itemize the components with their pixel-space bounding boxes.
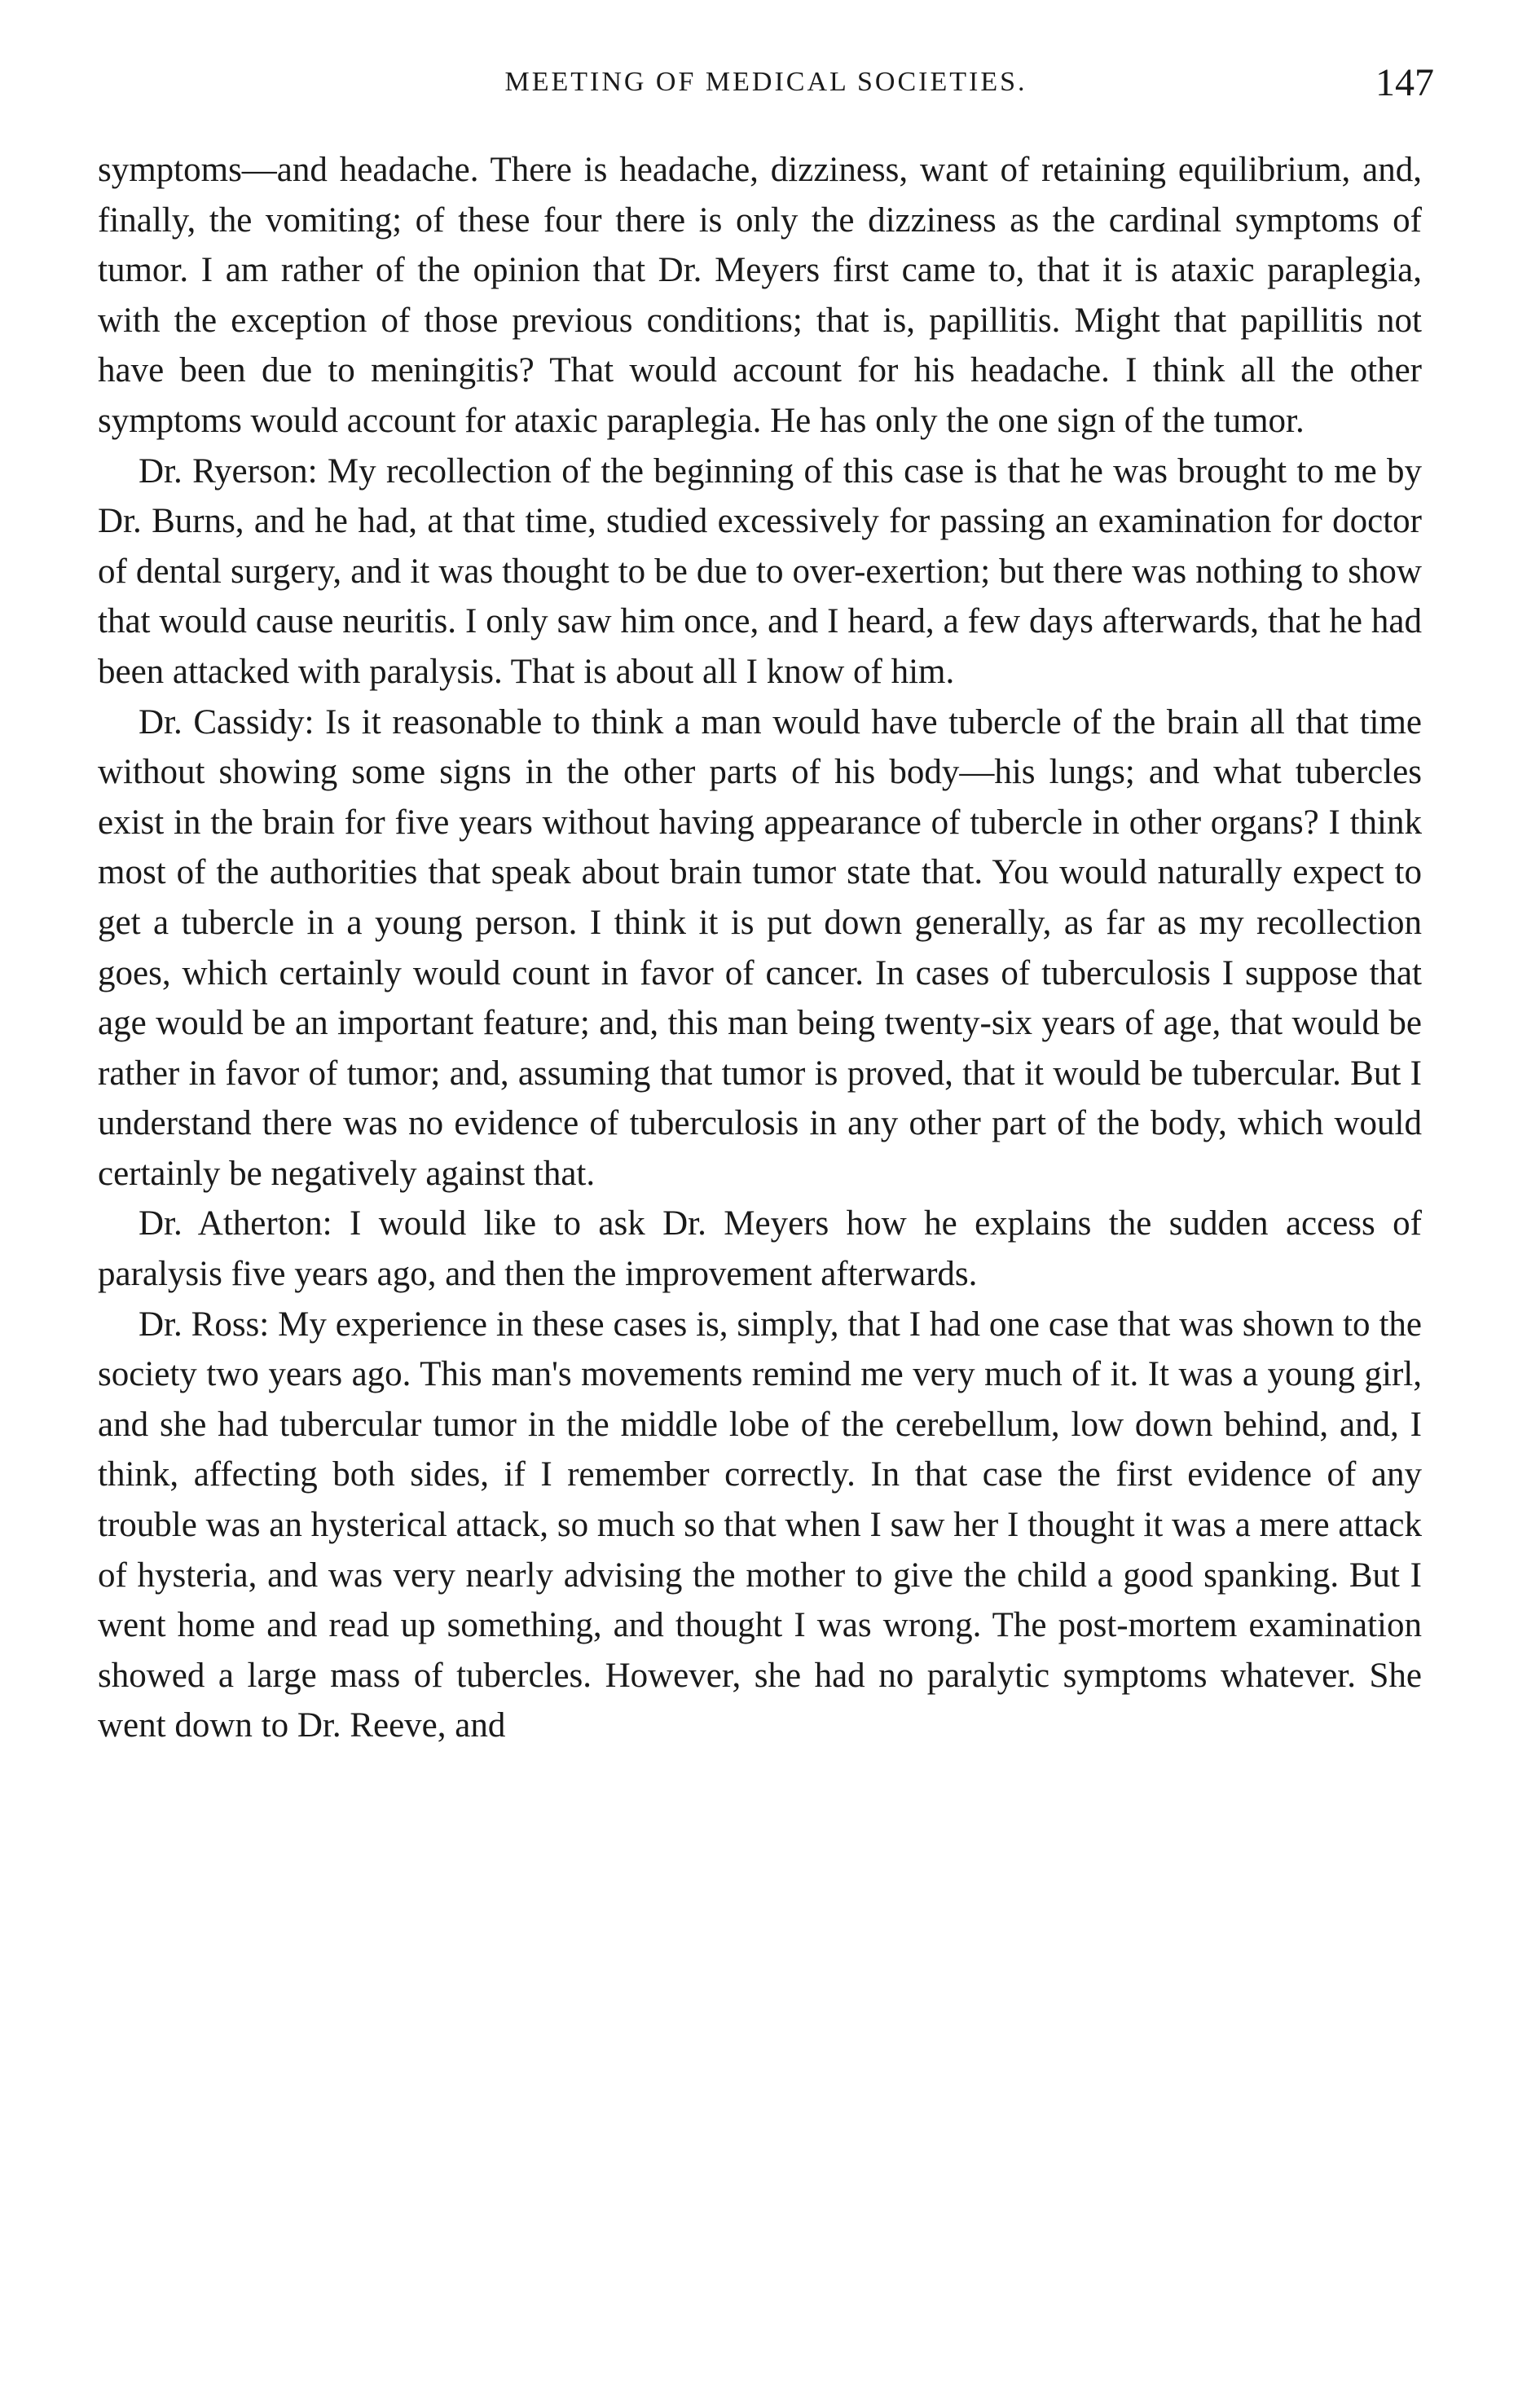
paragraph-atherton: Dr. Atherton: I would like to ask Dr. Meyers how he explains the sudden access of paralysis five years ago, and then the improvement afterwards.	[98, 1204, 1422, 1294]
paragraph-cassidy: Dr. Cassidy: Is it reasonable to think a man would have tubercle of the brain all that time without showing some signs in the other parts of his body—his lungs; and what tubercles exist in the brain for five years without having appearance of tubercle in other organs? I think most of the authorities that speak about brain tumor state that. You would naturally expect to get a tubercle in a young person. I think it is put down generally, as far as my recollection goes, which certainly would count in favor of cancer. In cases of tuberculosis I suppose that age would be an important feature; and, this man being twenty-six years of age, that would be rather in favor of tumor; and, assuming that tumor is proved, that it would be tubercular. But I understand there was no evidence of tuberculosis in any other part of the body, which would certainly be negatively against that.	[98, 702, 1422, 1193]
paragraph-continuation: symptoms—and headache. There is headache, dizziness, want of retaining equilibrium, and, finally, the vomiting; of these four there is only the dizziness as the cardinal symptoms of tumor. I am rather of the opinion that Dr. Meyers first came to, that it is ataxic paraplegia, with the exception of those previous conditions; that is, papillitis. Might that papillitis not have been due to meningitis? That would account for his headache. I think all the other symptoms would account for ataxic paraplegia. He has only the one sign of the tumor.	[98, 151, 1422, 440]
paragraph-ryerson: Dr. Ryerson: My recollection of the beginning of this case is that he was brought to me by Dr. Burns, and he had, at that time, studied excessively for passing an examination for doctor of dental surgery, and it was thought to be due to over-exertion; but there was nothing to show that would cause neuritis. I only saw him once, and I heard, a few days afterwards, that he had been attacked with paralysis. That is about all I know of him.	[98, 451, 1422, 691]
running-head	[98, 57, 1434, 114]
paragraph-ross: Dr. Ross: My experience in these cases is, simply, that I had one case that was shown to the society two years ago. This man's movements remind me very much of it. It was a young girl, and she had tubercular tumor in the middle lobe of the cerebellum, low down behind, and, I think, affecting both sides, if I remember correctly. In that case the first evidence of any trouble was an hysterical attack, so much so that when I saw her I thought it was a mere attack of hysteria, and was very nearly advising the mother to give the child a good spanking. But I went home and read up something, and thought I was wrong. The post-mortem examination showed a large mass of tubercles. However, she had no paralytic symptoms whatever. She went down to Dr. Reeve, and	[98, 1305, 1422, 1745]
running-title: MEETING OF MEDICAL SOCIETIES.	[504, 67, 1027, 97]
page-number: 147	[1375, 61, 1434, 104]
body-text	[98, 145, 1422, 1751]
